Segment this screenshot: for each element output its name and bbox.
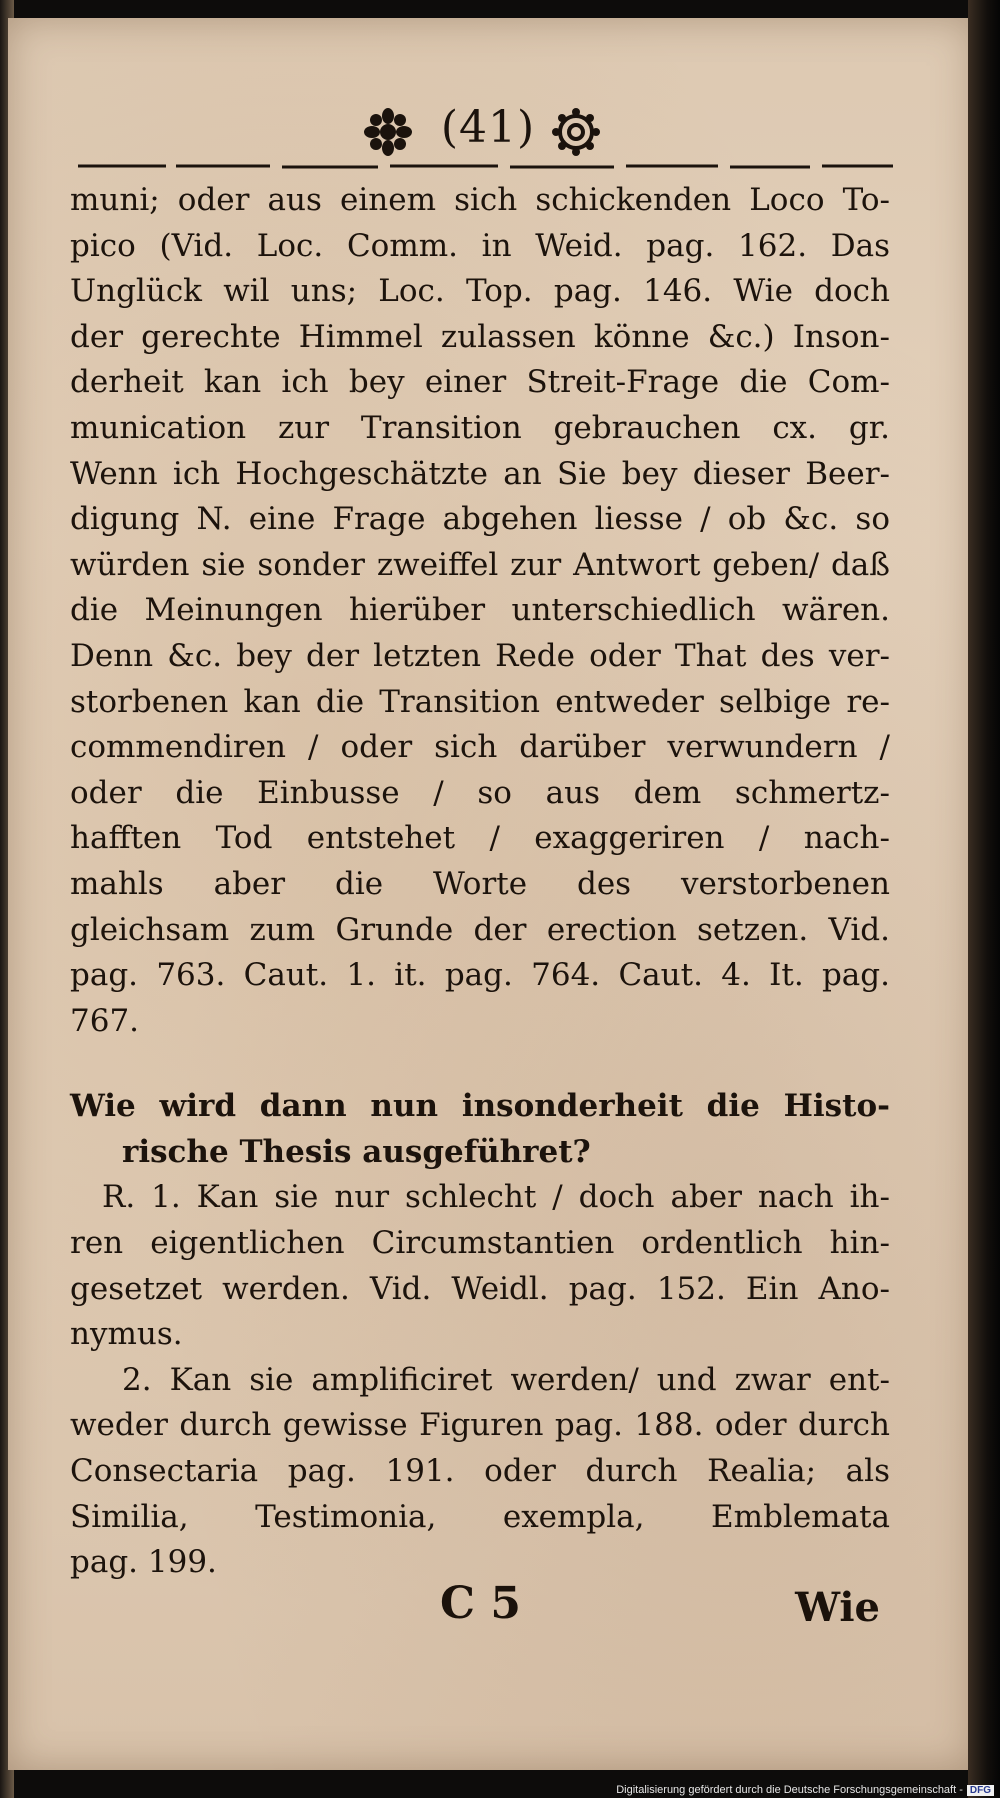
text-line: Wenn ich Hochgeschätzte an Sie bey dieser Beer- [70, 455, 890, 492]
header-rule [78, 162, 893, 170]
page-footer [70, 1578, 890, 1638]
text-line: pag. 763. Caut. 1. it. pag. 764. Caut. 4. It. pag. [70, 957, 890, 994]
answer-line: weder durch gewisse Figuren pag. 188. oder durch [70, 1407, 890, 1444]
text-line: commendiren / oder sich darüber verwundern / [70, 729, 890, 766]
text-line: munication zur Transition gebrauchen cx. gr. [70, 409, 890, 446]
book-page [8, 18, 974, 1770]
text-line: storbenen kan die Transition entweder selbige re- [70, 683, 890, 720]
text-line: muni; oder aus einem sich schickenden Loco To- [70, 182, 890, 218]
answer-line: nymus. [70, 1316, 183, 1353]
catchword: Wie [795, 1584, 880, 1631]
answer-line: Similia, Testimonia, exempla, Emblemata [70, 1498, 890, 1535]
credit-text: Digitalisierung gefördert durch die Deutsche Forschungsgemeinschaft - [616, 1784, 963, 1796]
question-heading-line: Wie wird dann nun insonderheit die Histo- [70, 1088, 890, 1125]
text-line: würden sie sonder zweiffel zur Antwort geben/ daß [70, 546, 890, 583]
text-line: derheit kan ich bey einer Streit-Frage die Com- [70, 364, 890, 401]
book-edge-shadow [968, 0, 1000, 1798]
signature-mark: C 5 [440, 1578, 521, 1629]
digitization-credit [616, 1784, 994, 1796]
text-line: oder die Einbusse / so aus dem schmertz- [70, 774, 890, 811]
text-line: mahls aber die Worte des verstorbenen [70, 865, 890, 902]
dfg-logo: DFG [967, 1785, 994, 1796]
rosette-ornament-icon [364, 108, 412, 156]
text-line: digung N. eine Frage abgehen liesse / ob &c. so [70, 501, 890, 538]
text-line: der gerechte Himmel zulassen könne &c.) Inson- [70, 318, 890, 355]
answer-line: gesetzet werden. Vid. Weidl. pag. 152. Ein Ano- [70, 1270, 890, 1307]
answer-line: ren eigentlichen Circumstantien ordentlich hin- [70, 1225, 890, 1262]
rosette-ornament-icon [552, 108, 600, 156]
text-line: hafften Tod entstehet / exaggeriren / nach- [70, 820, 890, 857]
text-line: gleichsam zum Grunde der erection setzen. Vid. [70, 911, 890, 948]
answer-line: R. 1. Kan sie nur schlecht / doch aber nach ih- [102, 1179, 890, 1216]
paragraph-gap [70, 1044, 890, 1084]
text-line: 767. [70, 1002, 140, 1039]
answer-line: 2. Kan sie amplificiret werden/ und zwar ent- [122, 1361, 890, 1398]
text-line: die Meinungen hierüber unterschiedlich wären. [70, 592, 890, 629]
text-line: Unglück wil uns; Loc. Top. pag. 146. Wie doch [70, 273, 890, 310]
answer-line: Consectaria pag. 191. oder durch Realia; als [70, 1453, 890, 1490]
answer-line: pag. 199. [70, 1544, 217, 1581]
text-line: Denn &c. bey der letzten Rede oder That des ver- [70, 637, 890, 674]
page-number: (41) [440, 102, 536, 153]
question-heading-line: rische Thesis ausgeführet? [122, 1133, 591, 1170]
text-line: pico (Vid. Loc. Comm. in Weid. pag. 162. Das [70, 227, 890, 264]
page-header [8, 98, 974, 168]
page-text [70, 178, 890, 1586]
